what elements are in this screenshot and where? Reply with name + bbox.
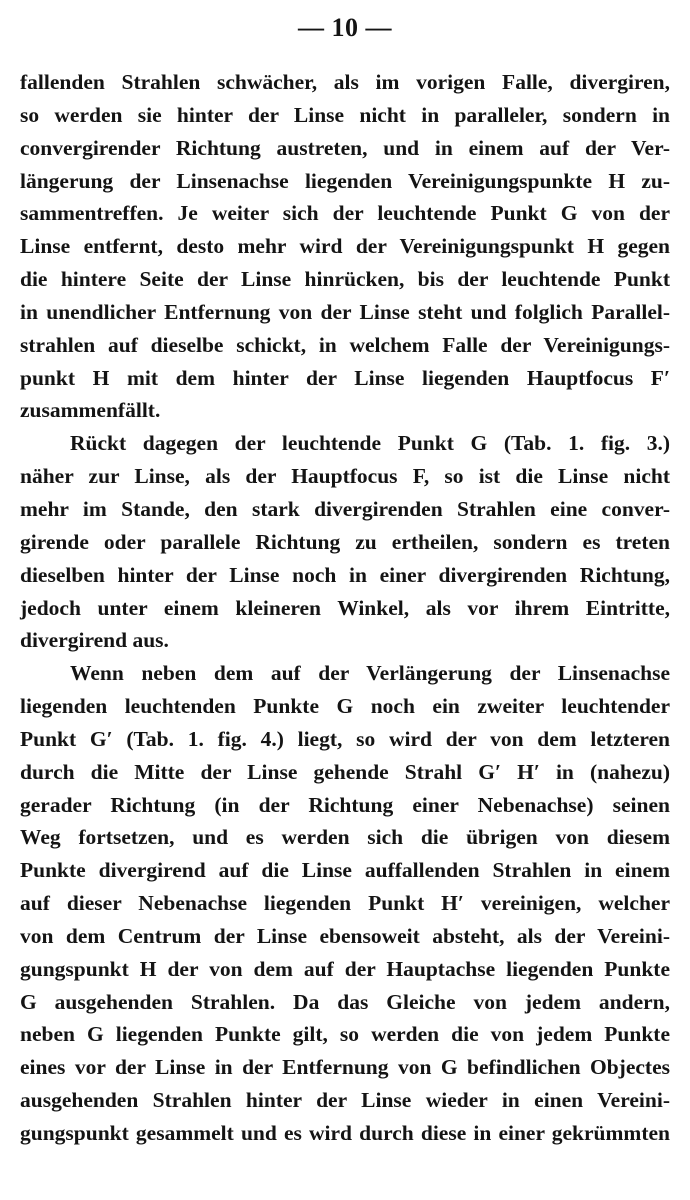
text-line: mehr im Stande, den stark divergirenden Strahlen eine conver- <box>20 496 670 521</box>
text-line: die hintere Seite der Linse hinrücken, bis der leuchtende Punkt <box>20 267 670 292</box>
body-text <box>20 66 670 1150</box>
text-line: gungspunkt H der von dem auf der Hauptachse liegenden Punkte <box>20 956 670 981</box>
text-line: Punkt G′ (Tab. 1. fig. 4.) liegt, so wird der von dem letzteren <box>20 726 670 751</box>
text-line: gungspunkt gesammelt und es wird durch diese in einer gekrümmten <box>20 1121 670 1145</box>
text-line: Linse entfernt, desto mehr wird der Vereinigungspunkt H gegen <box>20 234 670 259</box>
text-line: liegenden leuchtenden Punkte G noch ein zweiter leuchtender <box>20 694 670 719</box>
text-line: neben G liegenden Punkte gilt, so werden die von jedem Punkte <box>20 1022 670 1047</box>
text-line: girende oder parallele Richtung zu ertheilen, sondern es treten <box>20 529 670 554</box>
text-line: Rückt dagegen der leuchtende Punkt G (Tab. 1. fig. 3.) <box>70 431 670 456</box>
text-line: zusammenfällt. <box>20 398 161 423</box>
paragraph <box>20 66 670 427</box>
paragraph <box>20 427 670 657</box>
text-line: punkt H mit dem hinter der Linse liegenden Hauptfocus F′ <box>20 365 670 390</box>
text-line: von dem Centrum der Linse ebensoweit absteht, als der Vereini- <box>20 923 670 948</box>
text-line: gerader Richtung (in der Richtung einer Nebenachse) seinen <box>20 792 670 817</box>
text-line: auf dieser Nebenachse liegenden Punkt H′ vereinigen, welcher <box>20 891 670 916</box>
text-line: Wenn neben dem auf der Verlängerung der Linsenachse <box>70 661 670 686</box>
text-line: so werden sie hinter der Linse nicht in paralleler, sondern in <box>20 102 670 127</box>
text-line: längerung der Linsenachse liegenden Vereinigungspunkte H zu- <box>20 168 670 193</box>
text-line: in unendlicher Entfernung von der Linse steht und folglich Parallel- <box>20 299 670 324</box>
text-line: ausgehenden Strahlen hinter der Linse wieder in einen Vereini- <box>20 1088 670 1113</box>
text-line: fallenden Strahlen schwächer, als im vorigen Falle, divergiren, <box>20 70 670 94</box>
text-line: jedoch unter einem kleineren Winkel, als vor ihrem Eintritte, <box>20 595 670 620</box>
text-line: dieselben hinter der Linse noch in einer divergirenden Richtung, <box>20 562 670 587</box>
paragraph <box>20 657 670 1150</box>
text-line: convergirender Richtung austreten, und in einem auf der Ver- <box>20 135 670 160</box>
text-line: sammentreffen. Je weiter sich der leuchtende Punkt G von der <box>20 201 670 226</box>
text-line: Weg fortsetzen, und es werden sich die übrigen von diesem <box>20 825 670 850</box>
text-line: Punkte divergirend auf die Linse auffallenden Strahlen in einem <box>20 858 670 883</box>
text-line: näher zur Linse, als der Hauptfocus F, so ist die Linse nicht <box>20 464 670 489</box>
page-number: — 10 — <box>298 13 392 42</box>
text-line: divergirend aus. <box>20 628 169 653</box>
text-line: strahlen auf dieselbe schickt, in welchem Falle der Vereinigungs- <box>20 332 670 357</box>
text-line: durch die Mitte der Linse gehende Strahl G′ H′ in (nahezu) <box>20 759 670 784</box>
text-line: G ausgehenden Strahlen. Da das Gleiche von jedem andern, <box>20 989 670 1014</box>
text-line: eines vor der Linse in der Entfernung von G befindlichen Objectes <box>20 1055 670 1080</box>
